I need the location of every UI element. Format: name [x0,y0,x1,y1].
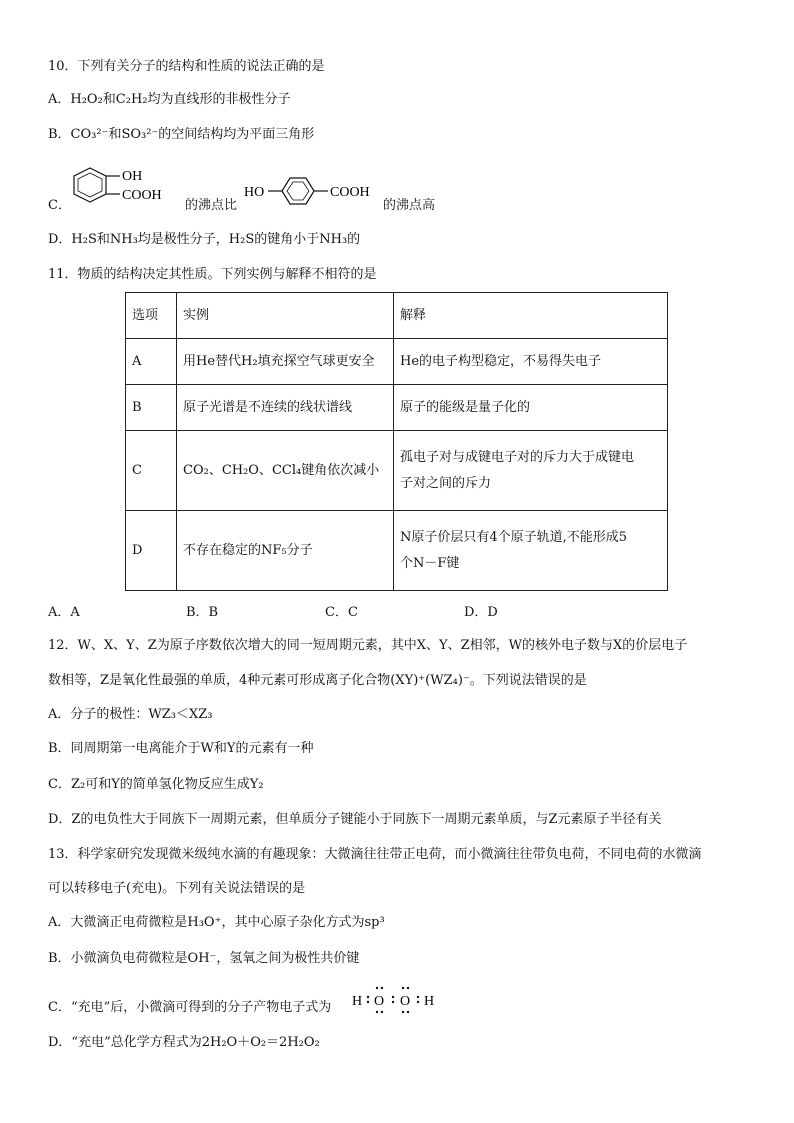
q12-option-b: B．同周期第一电离能介于W和Y的元素有一种 [48,741,314,756]
q10-option-d: D．H₂S和NH₃均是极性分子，H₂S的键角小于NH₃的 [48,232,361,247]
row-d-explanation-line1: N原子价层只有4个原子轨道,不能形成5 [400,529,628,545]
q13-option-d: D．“充电”总化学方程式为2H₂O＋O₂＝2H₂O₂ [48,1035,320,1050]
row-c-option: C [126,431,177,511]
row-b-example: 原子光谱是不连续的线状谱线 [177,385,394,431]
row-a-example: 用He替代H₂填充探空气球更安全 [177,339,394,385]
q11-choice-a: A．A [48,605,80,620]
q11-stem: 11．物质的结构决定其性质。下列实例与解释不相符的是 [48,267,377,282]
h-atom-right: H [424,994,435,1009]
q10-option-b: B．CO₃²⁻和SO₃²⁻的空间结构均为平面三角形 [48,127,315,142]
q10-option-c-end: 的沸点高 [383,198,436,213]
mol1-cooh-label: COOH [122,188,162,203]
mol2-ho-label: HO [244,185,265,200]
q10-option-a: A．H₂O₂和C₂H₂均为直线形的非极性分子 [48,92,291,107]
mol2-cooh-label: COOH [330,185,370,200]
q13-option-c: C．“充电”后，小微滴可得到的分子产物电子式为 [48,1000,332,1015]
q10-option-c-prefix: C． [48,198,71,213]
q11-table [125,292,668,591]
row-a-option: A [126,339,177,385]
row-d-explanation-line2: 个N－F键 [400,555,460,571]
q12-option-d: D．Z的电负性大于同族下一周期元素，但单质分子键能小于同族下一周期元素单质，与Z元素原子半径有关 [48,812,662,827]
q12-option-a: A．分子的极性：WZ₃＜XZ₃ [48,707,213,722]
o-atom-right: O [400,994,411,1009]
hydroxybenzoic-acid-structure [244,176,384,210]
q13-option-b: B．小微滴负电荷微粒是OH⁻，氢氧之间为极性共价键 [48,951,360,966]
q13-stem-line2: 可以转移电子(充电)。下列有关说法错误的是 [48,881,306,896]
table-header-row [126,293,668,339]
row-c-explanation [394,431,668,511]
row-d-option: D [126,511,177,591]
q12-stem-line1: 12．W、X、Y、Z为原子序数依次增大的同一短周期元素，其中X、Y、Z相邻，W的核外电子数与X的价层电子 [48,638,688,653]
q11-choice-b: B．B [186,605,219,620]
header-explanation: 解释 [394,293,668,339]
table-row [126,385,668,431]
q11-choice-d: D．D [464,605,498,620]
q12-stem-line2: 数相等，Z是氧化性最强的单质，4种元素可形成离子化合物(XY)⁺(WZ₄)⁻。下列说法错误的是 [48,673,587,688]
q13-stem-line1: 13．科学家研究发现微米级纯水滴的有趣现象：大微滴往往带正电荷，而小微滴往往带负电荷，不同电荷的水微滴 [48,847,702,862]
row-d-example: 不存在稳定的NF₅分子 [177,511,394,591]
header-example: 实例 [177,293,394,339]
row-c-explanation-line1: 孤电子对与成键电子对的斥力大于成键电 [400,449,635,465]
q11-choices [48,601,568,619]
h-atom-left: H [352,994,363,1009]
table-row [126,339,668,385]
mol1-oh-label: OH [122,169,143,184]
q12-option-c: C．Z₂可和Y的简单氢化物反应生成Y₂ [48,777,264,792]
row-b-explanation: 原子的能级是量子化的 [394,385,668,431]
q10-stem: 10．下列有关分子的结构和性质的说法正确的是 [48,59,325,74]
salicylic-acid-structure [68,164,188,214]
o-atom-left: O [374,994,385,1009]
header-option: 选项 [126,293,177,339]
q10-option-c-mid: 的沸点比 [185,198,238,213]
row-c-example: CO₂、CH₂O、CCl₄键角依次减小 [177,431,394,511]
table-row [126,431,668,511]
h2o2-electron-dot-formula [350,985,440,1019]
table-row [126,511,668,591]
row-a-explanation: He的电子构型稳定，不易得失电子 [394,339,668,385]
q11-choice-c: C．C [325,605,358,620]
q13-option-a: A．大微滴正电荷微粒是H₃O⁺，其中心原子杂化方式为sp³ [48,915,385,930]
row-b-option: B [126,385,177,431]
row-d-explanation [394,511,668,591]
row-c-explanation-line2: 子对之间的斥力 [400,475,492,491]
